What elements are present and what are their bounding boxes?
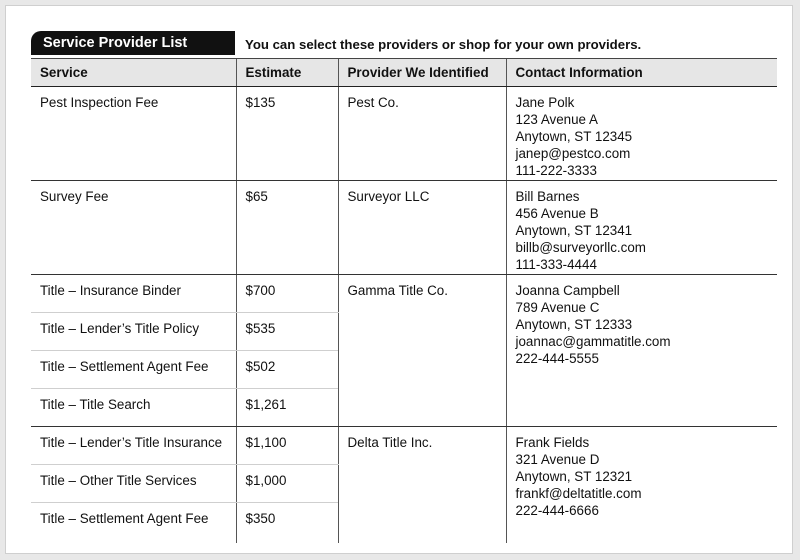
column-header-service: Service (31, 59, 236, 87)
contact-cell (506, 427, 777, 543)
table-row (31, 181, 777, 275)
column-header-provider: Provider We Identified (338, 59, 506, 87)
column-header-contact: Contact Information (506, 59, 777, 87)
estimate-cell: $65 (236, 181, 338, 275)
provider-cell: Pest Co. (338, 87, 506, 181)
service-cell: Title – Settlement Agent Fee (40, 511, 209, 526)
contact-city: Anytown, ST 12321 (515, 469, 633, 484)
contact-name: Joanna Campbell (515, 283, 620, 298)
contact-phone: 222-444-5555 (515, 351, 599, 366)
provider-cell: Surveyor LLC (338, 181, 506, 275)
contact-street: 789 Avenue C (515, 300, 600, 315)
contact-phone: 111-333-4444 (515, 257, 597, 272)
contact-cell (506, 87, 777, 181)
contact-street: 456 Avenue B (515, 206, 599, 221)
contact-email: joannac@gammatitle.com (515, 334, 671, 349)
contact-phone: 222-444-6666 (515, 503, 599, 518)
contact-phone: 111-222-3333 (515, 163, 597, 178)
column-header-estimate: Estimate (236, 59, 338, 87)
provider-cell: Gamma Title Co. (338, 275, 506, 427)
estimate-cell: $1,000 (236, 465, 338, 503)
estimate-cell: $502 (236, 351, 338, 389)
intro-text: You can select these providers or shop for your own providers. (245, 37, 642, 52)
contact-email: janep@pestco.com (515, 146, 631, 161)
provider-table (31, 58, 777, 543)
estimate-cell: $700 (236, 275, 338, 313)
table-row (31, 87, 777, 181)
service-cell: Title – Other Title Services (31, 465, 236, 503)
contact-name: Jane Polk (515, 95, 575, 110)
document-page (5, 5, 793, 554)
contact-city: Anytown, ST 12333 (515, 317, 633, 332)
service-cell: Title – Title Search (31, 389, 236, 427)
contact-email: frankf@deltatitle.com (515, 486, 642, 501)
estimate-cell: $1,261 (236, 389, 338, 427)
service-cell: Title – Settlement Agent Fee (31, 351, 236, 389)
contact-name: Frank Fields (515, 435, 590, 450)
service-cell: Pest Inspection Fee (31, 87, 236, 181)
estimate-cell: $135 (236, 87, 338, 181)
service-cell: Title – Lender’s Title Insurance (31, 427, 236, 465)
contact-street: 321 Avenue D (515, 452, 600, 467)
contact-city: Anytown, ST 12341 (515, 223, 633, 238)
table-row (31, 427, 777, 465)
contact-cell (506, 275, 777, 427)
estimate-cell: $1,100 (236, 427, 338, 465)
header-bar (31, 31, 777, 59)
service-cell: Survey Fee (31, 181, 236, 275)
estimate-cell: $350 (236, 503, 338, 543)
contact-street: 123 Avenue A (515, 112, 598, 127)
table-header-row (31, 59, 777, 87)
contact-name: Bill Barnes (515, 189, 580, 204)
estimate-cell: $535 (236, 313, 338, 351)
provider-cell: Delta Title Inc. (338, 427, 506, 543)
service-cell: Title – Insurance Binder (31, 275, 236, 313)
contact-cell (506, 181, 777, 275)
contact-email: billb@surveyorllc.com (515, 240, 646, 255)
service-cell: Title – Lender’s Title Policy (31, 313, 236, 351)
page-title: Service Provider List (31, 31, 235, 55)
table-row (31, 275, 777, 313)
contact-city: Anytown, ST 12345 (515, 129, 633, 144)
